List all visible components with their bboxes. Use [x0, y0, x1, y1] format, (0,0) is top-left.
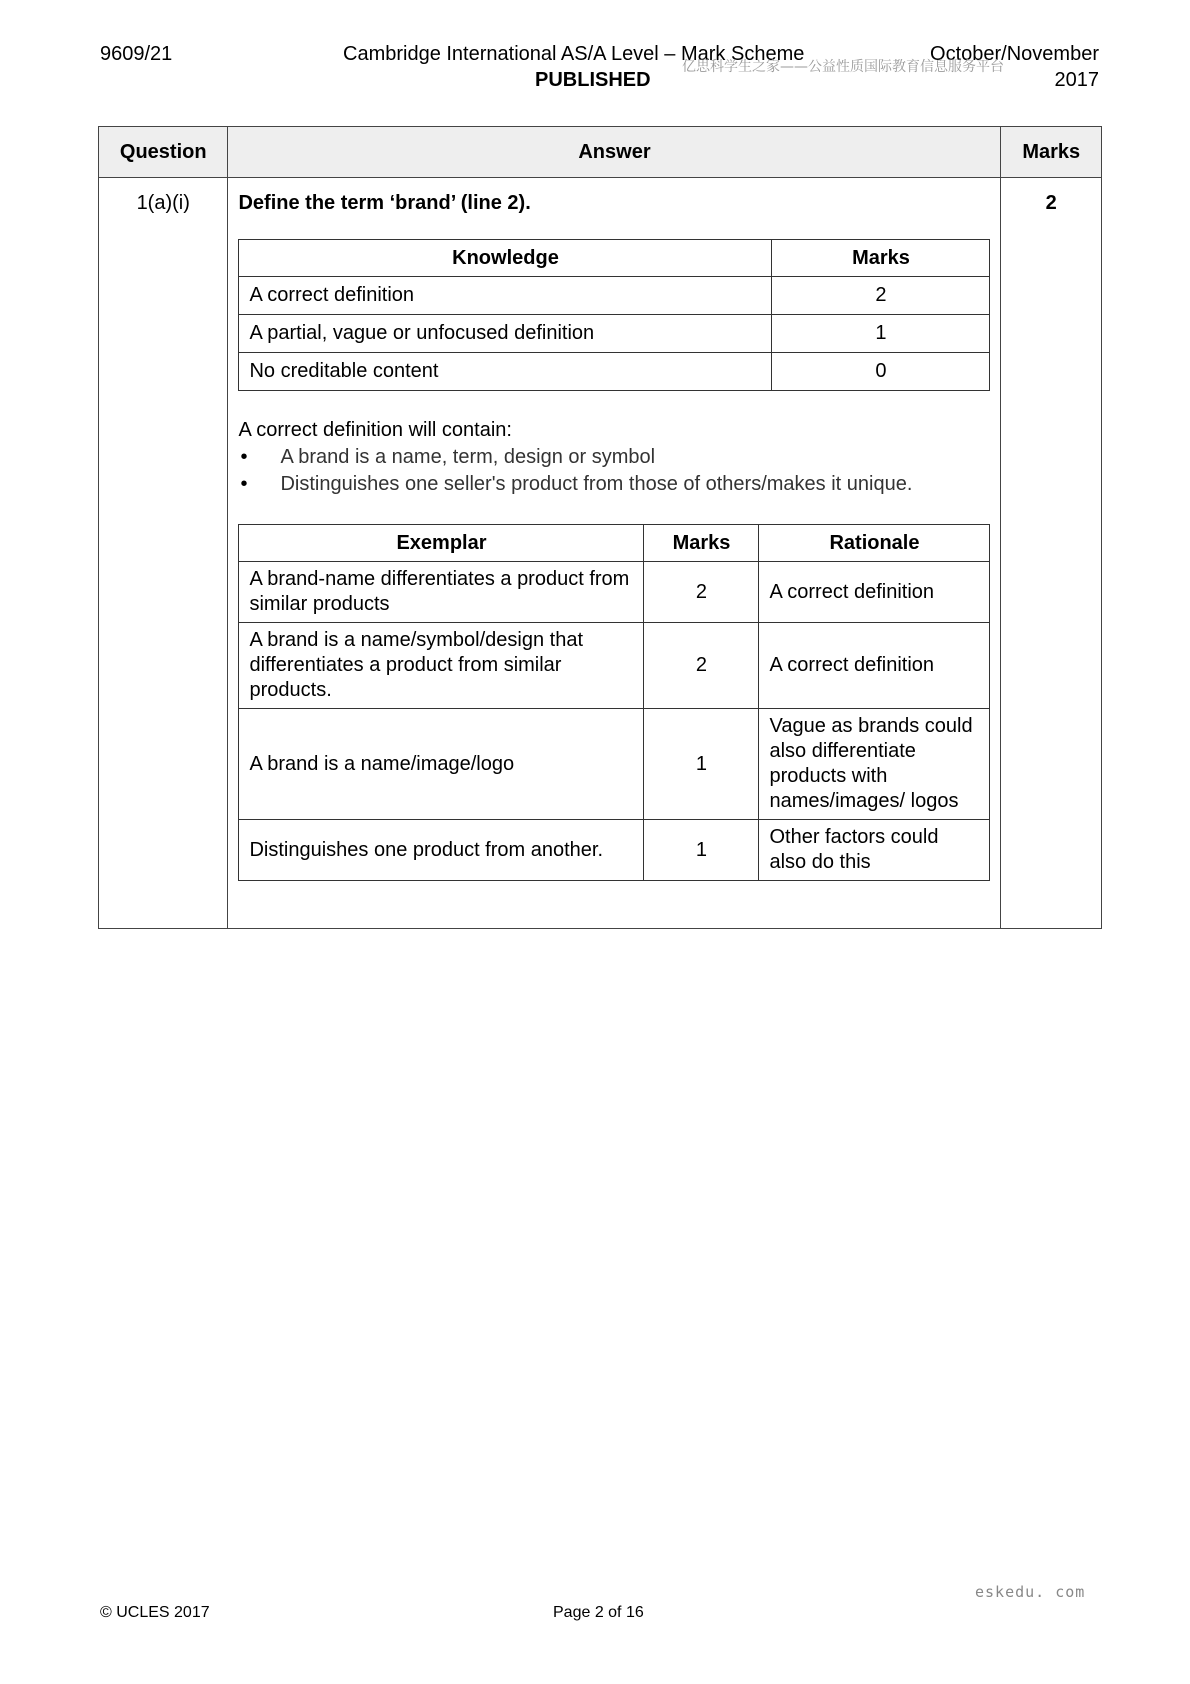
exemplar-rationale: A correct definition: [759, 623, 990, 709]
exemplar-rationale: A correct definition: [759, 562, 990, 623]
exemplar-row: [239, 562, 990, 623]
exemplar-text: A brand is a name/symbol/design that differentiates a product from similar products.: [239, 623, 644, 709]
watermark-text: 亿思科学生之家——公益性质国际教育信息服务平台: [682, 59, 1004, 75]
question-row: [99, 178, 1102, 929]
exemplar-row: [239, 709, 990, 820]
mark-scheme-header-row: [99, 127, 1102, 178]
exemplar-rationale-header: Rationale: [759, 525, 990, 562]
knowledge-level: A partial, vague or unfocused definition: [239, 315, 772, 353]
header-session: October/November: [930, 43, 1099, 65]
footer-copyright: © UCLES 2017: [100, 1604, 210, 1621]
answer-column-header: Answer: [228, 127, 1001, 178]
marks-column-header: Marks: [1001, 127, 1102, 178]
exemplar-table: [238, 524, 990, 881]
total-marks: 2: [1001, 178, 1102, 929]
exemplar-text: Distinguishes one product from another.: [239, 820, 644, 881]
mark-scheme-table: [98, 126, 1102, 929]
exemplar-marks: 1: [644, 709, 759, 820]
knowledge-header-row: [239, 240, 990, 277]
definition-bullet: • Distinguishes one seller's product from those of others/makes it unique.: [238, 471, 990, 498]
question-column-header: Question: [99, 127, 228, 178]
exemplar-marks: 1: [644, 820, 759, 881]
exemplar-row: [239, 623, 990, 709]
knowledge-row: [239, 315, 990, 353]
header-published: PUBLISHED: [535, 69, 651, 91]
header-title: Cambridge International AS/A Level – Mark Scheme: [343, 43, 805, 65]
knowledge-table: [238, 239, 990, 391]
exemplar-header: Exemplar: [239, 525, 644, 562]
exemplar-row: [239, 820, 990, 881]
exemplar-marks-header: Marks: [644, 525, 759, 562]
exemplar-marks: 2: [644, 562, 759, 623]
footer-page-number: Page 2 of 16: [553, 1604, 644, 1621]
answer-cell: [228, 178, 1001, 929]
header-code: 9609/21: [100, 43, 173, 65]
knowledge-level: No creditable content: [239, 353, 772, 391]
knowledge-marks: 2: [772, 277, 990, 315]
exemplar-marks: 2: [644, 623, 759, 709]
knowledge-level: A correct definition: [239, 277, 772, 315]
header-year: 2017: [1054, 69, 1099, 91]
exemplar-text: A brand is a name/image/logo: [239, 709, 644, 820]
definition-bullet-list: [238, 444, 990, 498]
exemplar-rationale: Other factors could also do this: [759, 820, 990, 881]
knowledge-marks: 0: [772, 353, 990, 391]
knowledge-marks-header: Marks: [772, 240, 990, 277]
exemplar-rationale: Vague as brands could also differentiate products with names/images/ logos: [759, 709, 990, 820]
definition-bullet: • A brand is a name, term, design or symbol: [238, 444, 990, 471]
definition-intro: A correct definition will contain:: [238, 419, 512, 441]
exemplar-text: A brand-name differentiates a product from similar products: [239, 562, 644, 623]
knowledge-marks: 1: [772, 315, 990, 353]
question-prompt: Define the term ‘brand’ (line 2).: [238, 192, 531, 214]
question-number: 1(a)(i): [99, 178, 228, 929]
knowledge-row: [239, 277, 990, 315]
exemplar-header-row: [239, 525, 990, 562]
knowledge-header: Knowledge: [239, 240, 772, 277]
footer-site: eskedu. com: [975, 1583, 1086, 1601]
knowledge-row: [239, 353, 990, 391]
